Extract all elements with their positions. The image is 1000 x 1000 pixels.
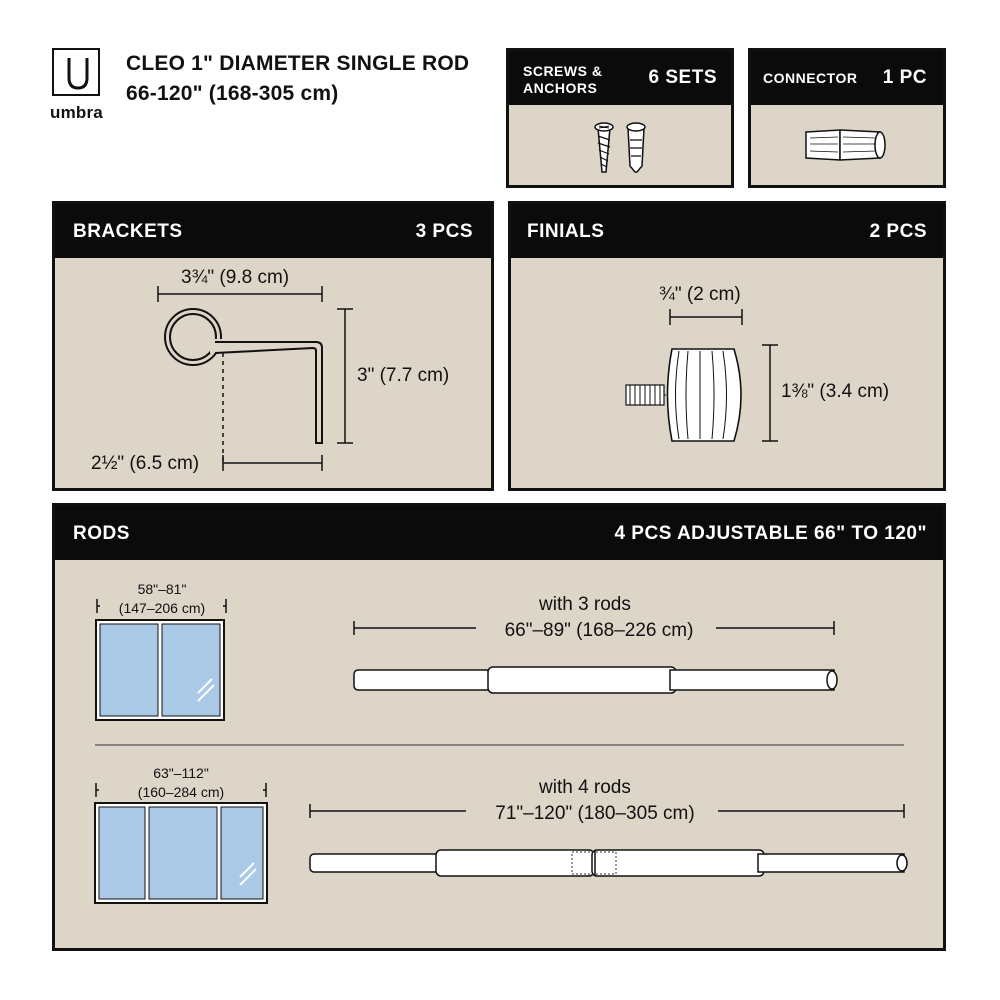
brackets-panel xyxy=(52,201,494,491)
rods-panel xyxy=(52,503,946,951)
brackets-qty: 3 PCS xyxy=(415,221,473,242)
finials-qty: 2 PCS xyxy=(869,221,927,242)
brackets-label: BRACKETS xyxy=(73,221,183,242)
rods-3-length: 66"–89" (168–226 cm) xyxy=(504,620,694,641)
connector-label: CONNECTOR xyxy=(763,70,858,86)
connector-icon xyxy=(748,48,946,188)
logo-text: umbra xyxy=(50,103,103,122)
product-title: CLEO 1" DIAMETER SINGLE ROD xyxy=(126,52,470,75)
product-size-range: 66-120" (168-305 cm) xyxy=(126,82,339,105)
screws-label-line1: SCREWS & xyxy=(523,63,603,79)
finials-panel xyxy=(508,201,946,491)
window-three-pane-icon xyxy=(95,803,267,903)
screws-qty: 6 SETS xyxy=(648,67,717,88)
rods-3-caption: with 3 rods xyxy=(539,594,631,615)
window-dim-3-inches: 58"–81" xyxy=(137,581,187,597)
bracket-width-dim: 3¾" (9.8 cm) xyxy=(181,267,290,288)
rods-diagram xyxy=(52,503,946,951)
window-dim-3-cm: (147–206 cm) xyxy=(118,600,206,616)
rods-label: RODS xyxy=(73,523,130,544)
bracket-depth-dim: 2½" (6.5 cm) xyxy=(91,453,200,474)
window-dim-4-inches: 63"–112" xyxy=(153,765,209,781)
u-logo-icon xyxy=(54,50,102,98)
screws-anchors-panel xyxy=(506,48,734,188)
screw-anchor-icon xyxy=(506,48,734,188)
finials-label: FINIALS xyxy=(527,221,605,242)
umbra-logo-mark xyxy=(52,48,100,96)
connector-qty: 1 PC xyxy=(882,67,927,88)
window-two-pane-icon xyxy=(96,620,224,720)
bracket-diagram xyxy=(52,201,494,491)
finial-height-dim: 1⅜" (3.4 cm) xyxy=(781,381,890,402)
rods-4-caption: with 4 rods xyxy=(539,777,631,798)
rods-qty: 4 PCS ADJUSTABLE 66" TO 120" xyxy=(614,523,927,544)
bracket-height-dim: 3" (7.7 cm) xyxy=(357,365,450,386)
rod-assembly-3 xyxy=(354,667,837,693)
connector-panel xyxy=(748,48,946,188)
finial-diagram xyxy=(508,201,946,491)
rods-4-length: 71"–120" (180–305 cm) xyxy=(495,803,695,824)
window-dim-4-cm: (160–284 cm) xyxy=(137,784,225,800)
rod-assembly-4 xyxy=(310,850,907,876)
finial-width-dim: ¾" (2 cm) xyxy=(659,284,741,305)
screws-label-line2: ANCHORS xyxy=(523,80,598,96)
